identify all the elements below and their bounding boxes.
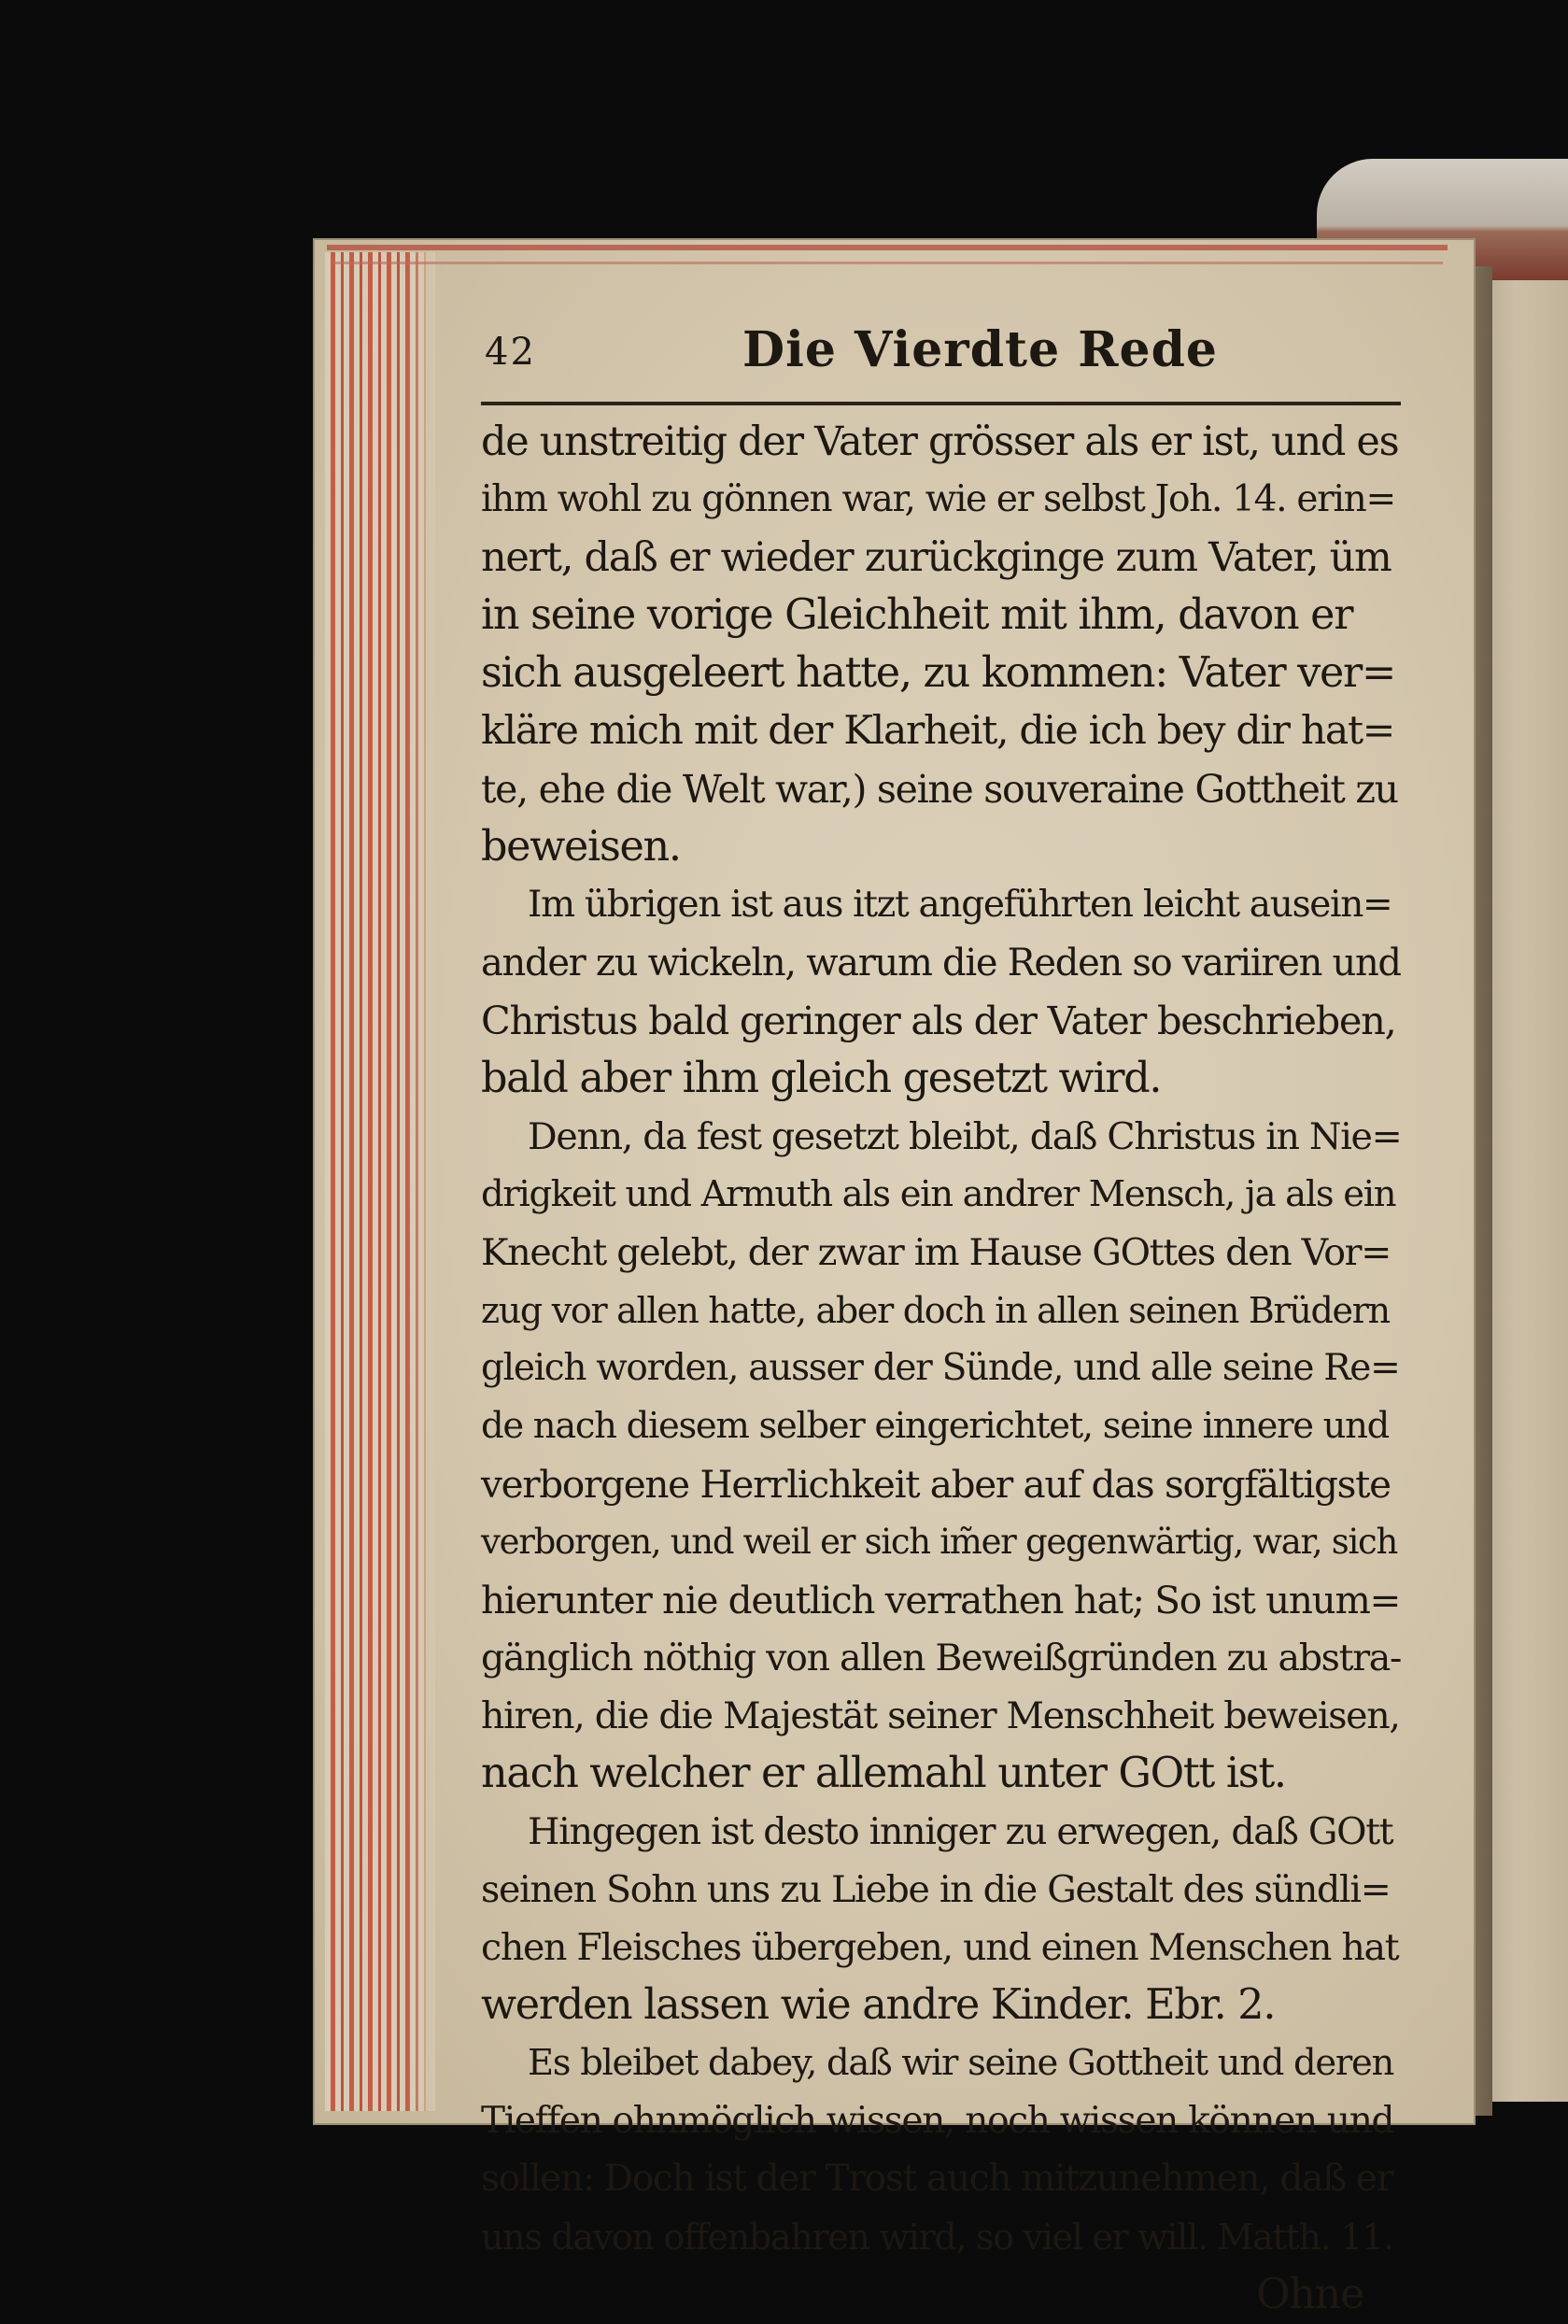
text-line: Christus bald geringer als der Vater beschrieben, (481, 998, 1396, 1043)
text-line: Hingegen ist desto inniger zu erwegen, daß GOtt (528, 1810, 1393, 1853)
catchword: Ohne (1256, 2271, 1363, 2318)
text-line: werden lassen wie andre Kinder. Ebr. 2. (481, 1981, 1276, 2029)
text-line: beweisen. (481, 823, 681, 871)
text-line: kläre mich mit der Klarheit, die ich bey dir hat= (481, 708, 1395, 754)
page-number: 42 (485, 331, 536, 374)
top-red-rule-inner (332, 262, 1443, 264)
top-red-rule (327, 245, 1448, 250)
text-line: hiren, die die Majestät seiner Menschheit beweisen, (481, 1694, 1400, 1737)
text-line: seinen Sohn uns zu Liebe in die Gestalt des sündli= (481, 1868, 1391, 1911)
text-line: te, ehe die Welt war,) seine souveraine Gottheit zu (481, 767, 1398, 812)
text-line: uns davon offenbahren wird, so viel er will. Matth. 11. (481, 2217, 1393, 2258)
text-line: Knecht gelebt, der zwar im Hause GOttes den Vor= (481, 1231, 1391, 1274)
page-edge-fade (407, 252, 435, 2111)
text-line: Tieffen ohnmöglich wissen, noch wissen können und (481, 2100, 1394, 2142)
text-line: ander zu wickeln, warum die Reden so variiren und (481, 942, 1401, 985)
text-line: drigkeit und Armuth als ein andrer Mensch, ja als ein (481, 1173, 1396, 1215)
text-line: ihm wohl zu gönnen war, wie er selbst Joh. 14. erin= (481, 478, 1395, 520)
text-line: nach welcher er allemahl unter GOtt ist. (481, 1750, 1286, 1797)
header-rule (481, 402, 1401, 405)
text-line: verborgene Herrlichkeit aber auf das sorgfältigste (481, 1462, 1391, 1507)
text-line: sollen: Doch ist der Trost auch mitzunehmen, daß er (481, 2158, 1393, 2200)
text-line: Es bleibet dabey, daß wir seine Gottheit und deren (528, 2042, 1393, 2084)
body-text (481, 413, 1401, 2324)
text-line: gleich worden, ausser der Sünde, und alle seine Re= (481, 1347, 1400, 1389)
text-line: bald aber ihm gleich gesetzt wird. (481, 1055, 1162, 1102)
text-line: Denn, da fest gesetzt bleibt, daß Christus in Nie= (528, 1115, 1402, 1158)
text-line: sich ausgeleert hatte, zu kommen: Vater ver= (481, 649, 1396, 697)
facing-page-edge (1480, 280, 1568, 2102)
text-line: nert, daß er wieder zurückginge zum Vater, üm (481, 534, 1391, 581)
text-line: in seine vorige Gleichheit mit ihm, davon er (481, 591, 1353, 639)
text-line: gänglich nöthig von allen Beweißgründen zu abstra- (481, 1637, 1402, 1679)
text-line: Im übrigen ist aus itzt angeführten leicht ausein= (528, 884, 1392, 926)
text-line: verborgen, und weil er sich im̃er gegenwärtig, war, sich (481, 1522, 1397, 1562)
text-line: hierunter nie deutlich verrathen hat; So ist unum= (481, 1578, 1401, 1623)
running-head: Die Vierdte Rede (742, 321, 1219, 378)
text-line: de unstreitig der Vater grösser als er ist, und es (481, 418, 1399, 465)
text-line: de nach diesem selber eingerichtet, seine innere und (481, 1405, 1389, 1447)
text-block (481, 318, 1402, 2318)
text-line: zug vor allen hatte, aber doch in allen seinen Brüdern (481, 1290, 1390, 1331)
page-header (481, 318, 1401, 383)
text-line: chen Fleisches übergeben, und einen Menschen hat (481, 1926, 1399, 1969)
